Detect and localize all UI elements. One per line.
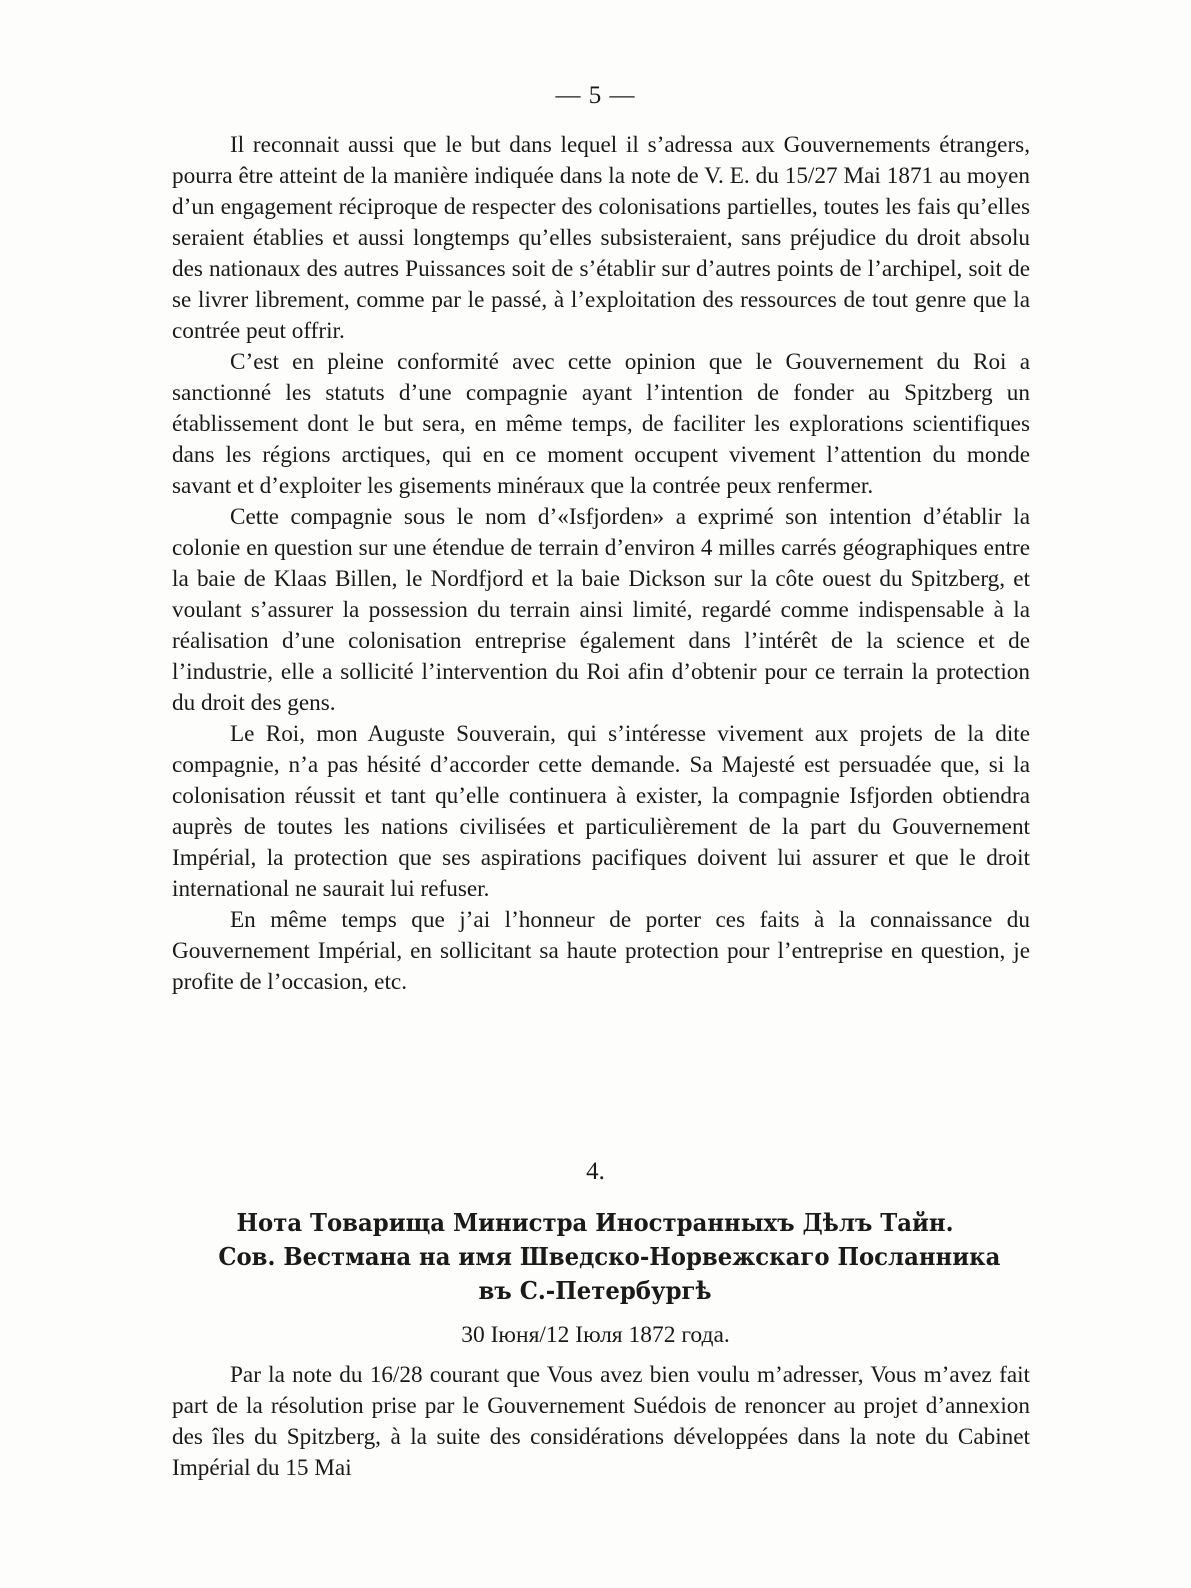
- page-number: — 5 —: [555, 82, 636, 109]
- paragraph: C’est en pleine conformité avec cette opinion que le Gouvernement du Roi a sanctionné les statuts d’une compagnie ayant l’intention de fonder au Spitzberg un établissement dont le but sera, en même temps, de faciliter les explorations scientifiques dans les régions arctiques, qui en ce moment occupent vivement l’attention du monde savant et d’exploiter les gisements minéraux que la contrée peux renfermer.: [172, 349, 1030, 499]
- paragraph: Cette compagnie sous le nom d’«Isfjorden» a exprimé son intention d’établir la colonie en question sur une étendue de terrain d’environ 4 milles carrés géographiques entre la baie de Klaas Billen, le Nordfjord et la baie Dickson sur la côte ouest du Spitzberg, et voulant s’assurer la possession du terrain ainsi limité, regardé comme indispensable à la réalisation d’une colonisation entreprise également dans l’intérêt de la science et de l’industrie, elle a sollicité l’intervention du Roi afin d’obtenir pour ce terrain la protection du droit des gens.: [172, 504, 1030, 716]
- paragraph: Par la note du 16/28 courant que Vous avez bien voulu m’adresser, Vous m’avez fait part de la résolution prise par le Gouvernement Suédois de renoncer au projet d’annexion des îles du Spitzberg, à la suite des considérations développées dans la note du Cabinet Impérial du 15 Mai: [172, 1362, 1030, 1481]
- section-heading: [218, 1206, 1001, 1308]
- paragraph: Le Roi, mon Auguste Souverain, qui s’intéresse vivement aux projets de la dite compagnie, n’a pas hésité d’accorder cette demande. Sa Majesté est persuadée que, si la colonisation réussit et tant qu’elle continuera à exister, la compagnie Isfjorden obtiendra auprès de toutes les nations civilisées et particulièrement de la part du Gouvernement Impérial, la protection que ses aspirations pacifiques doivent lui assurer et que le droit international ne saurait lui refuser.: [172, 721, 1030, 902]
- paragraph: En même temps que j’ai l’honneur de porter ces faits à la connaissance du Gouvernement Impérial, en sollicitant sa haute protection pour l’entreprise en question, je profite de l’occasion, etc.: [172, 907, 1030, 995]
- paragraph: Il reconnait aussi que le but dans lequel il s’adressa aux Gouvernements étrangers, pourra être atteint de la manière indiquée dans la note de V. E. du 15/27 Mai 1871 au moyen d’un engagement réciproque de respecter des colonisations partielles, toutes les fais qu’elles seraient établies et aussi longtemps qu’elles subsisteraient, sans préjudice du droit absolu des nationaux des autres Puissances soit de s’établir sur d’autres points de l’archipel, soit de se livrer librement, comme par le passé, à l’exploitation des ressources de tout genre que la contrée peut offrir.: [172, 132, 1030, 344]
- note-body: [172, 1360, 1030, 1484]
- heading-line: въ С.-Петербургѣ: [478, 1276, 712, 1305]
- section-number: 4.: [586, 1158, 605, 1185]
- document-date: 30 Іюня/12 Іюля 1872 года.: [461, 1322, 730, 1348]
- heading-line: Нота Товарища Министра Иностранныхъ Дѣлъ Тайн.: [236, 1208, 954, 1237]
- letter-body: [172, 130, 1030, 998]
- heading-line: Сов. Вестмана на имя Шведско-Норвежскаго Посланника: [218, 1242, 1001, 1271]
